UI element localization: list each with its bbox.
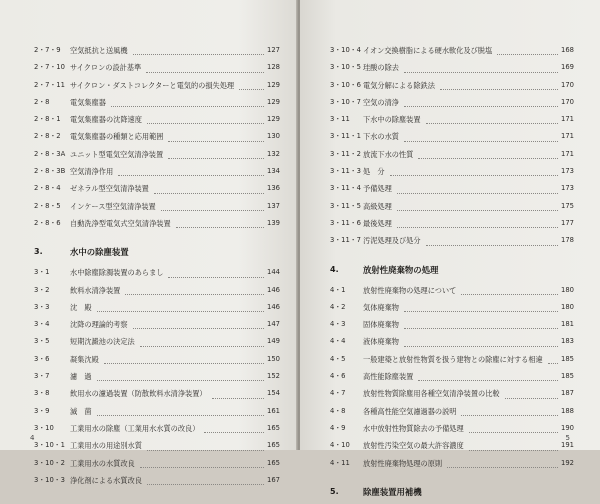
- toc-entry-number: 3・11・3: [330, 167, 361, 176]
- dot-leader: [168, 141, 264, 159]
- dot-leader: [447, 450, 558, 468]
- toc-entry-number: 3・3: [34, 302, 50, 311]
- toc-entry-number: 4・1: [330, 285, 346, 294]
- dot-leader: [176, 210, 264, 228]
- dot-leader: [97, 294, 264, 312]
- toc-entry-page: 137: [267, 201, 280, 210]
- dot-leader: [397, 210, 558, 228]
- toc-entry-title: インケース型空気清浄装置: [70, 201, 156, 211]
- toc-entry-title: 電気分解による除鉄法: [363, 80, 435, 90]
- toc-entry-title: 高級処理: [363, 201, 392, 211]
- toc-entry-page: 180: [561, 302, 574, 311]
- toc-entry-title: 高性能除塵装置: [363, 372, 414, 382]
- dot-leader: [404, 294, 558, 312]
- toc-entry-title: 凝集沈殿: [70, 354, 99, 364]
- toc-entry-title: 滅 菌: [70, 406, 92, 416]
- toc-entry-number: 3・10・6: [330, 80, 361, 89]
- dot-leader: [404, 54, 558, 72]
- toc-entry: [0, 215, 298, 232]
- toc-entry-page: 132: [267, 149, 280, 158]
- dot-leader: [497, 37, 558, 55]
- section-spacer: [300, 472, 600, 480]
- toc-entry-title: 工業用水の除塵（工業用水水質の改良）: [70, 423, 200, 433]
- toc-entry-title: 工業用水の水質改良: [70, 458, 135, 468]
- toc-entry-title: サイクロンの設計基準: [70, 63, 142, 73]
- toc-entry-title: 放射性廃棄物の処理について: [363, 285, 457, 295]
- toc-entry-page: 147: [267, 320, 280, 329]
- toc-entry-title: 濾 過: [70, 372, 92, 382]
- dot-leader: [168, 123, 264, 141]
- toc-entry-title: 下水中の除塵装置: [363, 115, 421, 125]
- toc-entry-page: 165: [267, 423, 280, 432]
- dot-leader: [154, 175, 264, 193]
- toc-entry-page: 183: [561, 337, 574, 346]
- toc-entry-number: 3・10・4: [330, 46, 361, 54]
- dot-leader: [133, 311, 264, 329]
- dot-leader: [461, 277, 558, 295]
- dot-leader: [404, 311, 558, 329]
- toc-entry-page: 173: [561, 167, 574, 176]
- dot-leader: [404, 328, 558, 346]
- toc-entry-page: 144: [267, 268, 280, 277]
- toc-entry-page: 152: [267, 372, 280, 381]
- toc-entry-page: 129: [267, 80, 280, 89]
- toc-entry-number: 3・10・5: [330, 63, 361, 72]
- toc-entry-number: 3・11・4: [330, 184, 361, 193]
- dot-leader: [147, 106, 264, 124]
- toc-entry-title: 固体廃棄物: [363, 320, 399, 330]
- dot-leader: [426, 227, 558, 245]
- dot-leader: [118, 158, 264, 176]
- toc-entry-number: 3・7: [34, 372, 50, 381]
- toc-entry-title: 空気抵抗と送風機: [70, 46, 128, 55]
- dot-leader: [111, 89, 264, 107]
- toc-entry-number: 5.: [330, 486, 339, 496]
- dot-leader: [390, 158, 558, 176]
- toc-entry-number: 3・11・2: [330, 149, 361, 158]
- toc-entry-number: 2・8・3B: [34, 167, 66, 176]
- toc-entry-page: 165: [267, 458, 280, 467]
- right-toc-list: [300, 42, 600, 504]
- dot-leader: [397, 175, 558, 193]
- toc-entry-number: 4・3: [330, 320, 346, 329]
- dot-leader: [133, 37, 264, 55]
- toc-entry-number: 2・8・5: [34, 201, 61, 210]
- toc-section-heading: [300, 480, 600, 504]
- toc-entry-title: 工業用水の用途別水質: [70, 441, 142, 451]
- toc-entry-title: 珪酸の除去: [363, 63, 399, 73]
- dot-leader: [168, 259, 264, 277]
- dot-leader: [147, 432, 264, 450]
- toc-entry: [300, 455, 600, 472]
- toc-entry-page: 165: [267, 441, 280, 450]
- dot-leader: [140, 450, 264, 468]
- toc-entry-page: 128: [267, 63, 280, 72]
- left-page-number: 4: [30, 434, 35, 442]
- toc-entry-page: 187: [561, 389, 574, 398]
- toc-entry-title: 予備処理: [363, 184, 392, 194]
- toc-entry-page: 178: [561, 236, 574, 245]
- section-spacer: [0, 232, 298, 240]
- toc-entry-page: 150: [267, 354, 280, 363]
- toc-entry-number: 4・6: [330, 372, 346, 381]
- toc-entry-number: 2・7・10: [34, 63, 65, 72]
- dot-leader: [140, 328, 264, 346]
- right-page: [300, 0, 600, 497]
- toc-entry-number: 4・5: [330, 354, 346, 363]
- toc-entry-title: 一般建築と放射性物質を扱う建物との除塵に対する相違: [363, 354, 543, 364]
- toc-entry-number: 3・10: [34, 423, 54, 432]
- toc-entry-number: 3・10・1: [34, 441, 65, 450]
- toc-entry-title: 水中除塵除濁装置のあらまし: [70, 268, 164, 278]
- toc-entry-page: 169: [561, 63, 574, 72]
- toc-entry-number: 3・10・7: [330, 97, 361, 106]
- toc-entry-page: 175: [561, 201, 574, 210]
- toc-entry-number: 3・11・1: [330, 132, 361, 141]
- toc-entry-page: 129: [267, 115, 280, 124]
- dot-leader: [469, 432, 558, 450]
- toc-entry-page: 181: [561, 320, 574, 329]
- toc-entry-title: 除塵装置用補機: [363, 486, 422, 497]
- toc-entry-title: イオン交換樹脂による硬水軟化及び脱塩: [363, 46, 493, 55]
- toc-entry-title: 放流下水の性質: [363, 149, 414, 159]
- toc-entry-page: 154: [267, 389, 280, 398]
- toc-entry-number: 3・9: [34, 406, 50, 415]
- dot-leader: [418, 141, 558, 159]
- toc-entry-number: 2・8・3A: [34, 149, 66, 158]
- dot-leader: [97, 363, 264, 381]
- toc-entry-title: 自動洗浄型電気式空気清浄装置: [70, 218, 171, 228]
- toc-entry-number: 3・5: [34, 337, 50, 346]
- toc-entry-page: 146: [267, 302, 280, 311]
- toc-entry-page: 130: [267, 132, 280, 141]
- toc-entry-page: 171: [561, 115, 574, 124]
- toc-entry-title: ゼネラル型空気清浄装置: [70, 184, 149, 194]
- toc-entry-title: 汚泥処理及び処分: [363, 236, 421, 246]
- toc-entry-number: 4・9: [330, 423, 346, 432]
- toc-entry-number: 2・8・6: [34, 218, 61, 227]
- toc-entry-page: 146: [267, 285, 280, 294]
- dot-leader: [440, 72, 558, 90]
- toc-entry-number: 2・7・9: [34, 46, 61, 54]
- toc-entry-page: 136: [267, 184, 280, 193]
- toc-entry-title: 液体廃棄物: [363, 337, 399, 347]
- dot-leader: [426, 106, 558, 124]
- toc-entry-number: 3・8: [34, 389, 50, 398]
- toc-entry-number: 4・10: [330, 441, 350, 450]
- toc-entry-page: 192: [561, 458, 574, 467]
- toc-entry-page: 177: [561, 218, 574, 227]
- toc-entry-number: 2・8: [34, 97, 50, 106]
- toc-entry-title: 短期沈澱池の決定法: [70, 337, 135, 347]
- toc-entry-page: 149: [267, 337, 280, 346]
- toc-entry-title: 放射性廃棄物の処理: [363, 264, 439, 275]
- toc-entry-title: 気体廃棄物: [363, 302, 399, 312]
- toc-entry-number: 4・2: [330, 302, 346, 311]
- toc-entry-page: 185: [561, 354, 574, 363]
- toc-entry-title: サイクロン・ダストコレクターと電気的の損失処理: [70, 80, 235, 90]
- toc-entry-number: 3・2: [34, 285, 50, 294]
- toc-entry-number: 2・8・1: [34, 115, 61, 124]
- toc-entry-title: 処 分: [363, 167, 385, 177]
- toc-entry-page: 167: [267, 475, 280, 484]
- toc-entry-page: 180: [561, 285, 574, 294]
- toc-entry-page: 134: [267, 167, 280, 176]
- toc-entry-page: 161: [267, 406, 280, 415]
- toc-entry-title: 最後処理: [363, 218, 392, 228]
- dot-leader: [469, 415, 558, 433]
- toc-entry-title: 水中放射性物質除去の予備処理: [363, 423, 464, 433]
- dot-leader: [397, 193, 558, 211]
- toc-entry-number: 4・11: [330, 458, 350, 467]
- toc-entry-title: 沈 殿: [70, 302, 92, 312]
- dot-leader: [404, 123, 558, 141]
- toc-entry-page: 170: [561, 97, 574, 106]
- toc-entry-number: 4・8: [330, 406, 346, 415]
- toc-entry-number: 4・4: [330, 337, 346, 346]
- toc-entry-page: 185: [561, 372, 574, 381]
- toc-entry-title: 飲用水の濾過装置（防散飲料水清浄装置）: [70, 389, 207, 399]
- toc-entry-page: 171: [561, 132, 574, 141]
- toc-entry: [300, 232, 600, 249]
- left-toc-list: [0, 42, 298, 489]
- dot-leader: [147, 467, 264, 485]
- toc-entry-title: 浄化剤による水質改良: [70, 475, 142, 485]
- toc-entry-title: 放射性物質除塵用各種空気清浄装置の比較: [363, 389, 500, 399]
- toc-entry-number: 3・11・5: [330, 201, 361, 210]
- toc-entry-title: 各種高性能空気濾過器の説明: [363, 406, 457, 416]
- toc-entry-number: 4.: [330, 264, 339, 274]
- toc-entry-number: 3・10・2: [34, 458, 65, 467]
- toc-entry-title: 空気の清浄: [363, 97, 399, 107]
- toc-entry-number: 3・1: [34, 268, 50, 277]
- dot-leader: [161, 193, 264, 211]
- dot-leader: [97, 398, 264, 416]
- toc-entry-number: 2・7・11: [34, 80, 65, 89]
- toc-entry-number: 3.: [34, 247, 43, 257]
- dot-leader: [146, 54, 264, 72]
- dot-leader: [104, 346, 264, 364]
- toc-entry-number: 3・11・7: [330, 236, 361, 245]
- toc-entry-page: 139: [267, 218, 280, 227]
- toc-entry-page: 171: [561, 149, 574, 158]
- toc-entry-page: 127: [267, 46, 280, 54]
- toc-entry-number: 4・7: [330, 389, 346, 398]
- toc-entry-page: 191: [561, 441, 574, 450]
- dot-leader: [418, 363, 558, 381]
- toc-entry-number: 2・8・4: [34, 184, 61, 193]
- toc-entry-page: 168: [561, 46, 574, 54]
- toc-entry-title: 飲料水清浄装置: [70, 285, 121, 295]
- section-spacer: [300, 250, 600, 258]
- toc-entry-title: 電気集塵器: [70, 97, 106, 107]
- toc-entry-number: 3・10・3: [34, 475, 65, 484]
- left-page: [0, 0, 298, 485]
- right-page-number: 5: [565, 434, 570, 442]
- toc-entry-number: 3・11・6: [330, 218, 361, 227]
- toc-entry-number: 2・8・2: [34, 132, 61, 141]
- toc-entry-page: 190: [561, 423, 574, 432]
- toc-entry-page: 170: [561, 80, 574, 89]
- toc-entry-title: 電気集塵器の種類と応用範囲: [70, 132, 164, 142]
- toc-entry: [0, 472, 298, 489]
- dot-leader: [461, 398, 558, 416]
- toc-entry-number: 3・11: [330, 115, 350, 124]
- toc-entry-title: 沈降の理論的考察: [70, 320, 128, 330]
- toc-entry-page: 173: [561, 184, 574, 193]
- toc-entry-title: 放射性汚染空気の最大許容濃度: [363, 441, 464, 451]
- toc-entry-title: 放射性廃棄物処理の原則: [363, 458, 443, 468]
- toc-entry-title: 下水の水質: [363, 132, 399, 142]
- toc-entry-title: 空気清浄作用: [70, 167, 114, 177]
- dot-leader: [125, 277, 264, 295]
- toc-entry-page: 129: [267, 97, 280, 106]
- toc-entry-number: 3・4: [34, 320, 50, 329]
- toc-entry-title: ユニット型電気空気清浄装置: [70, 149, 164, 159]
- dot-leader: [404, 89, 558, 107]
- toc-entry-number: 3・6: [34, 354, 50, 363]
- toc-entry-title: 水中の除塵装置: [70, 247, 129, 258]
- toc-entry-title: 電気集塵器の沈降速度: [70, 115, 142, 125]
- toc-entry-page: 188: [561, 406, 574, 415]
